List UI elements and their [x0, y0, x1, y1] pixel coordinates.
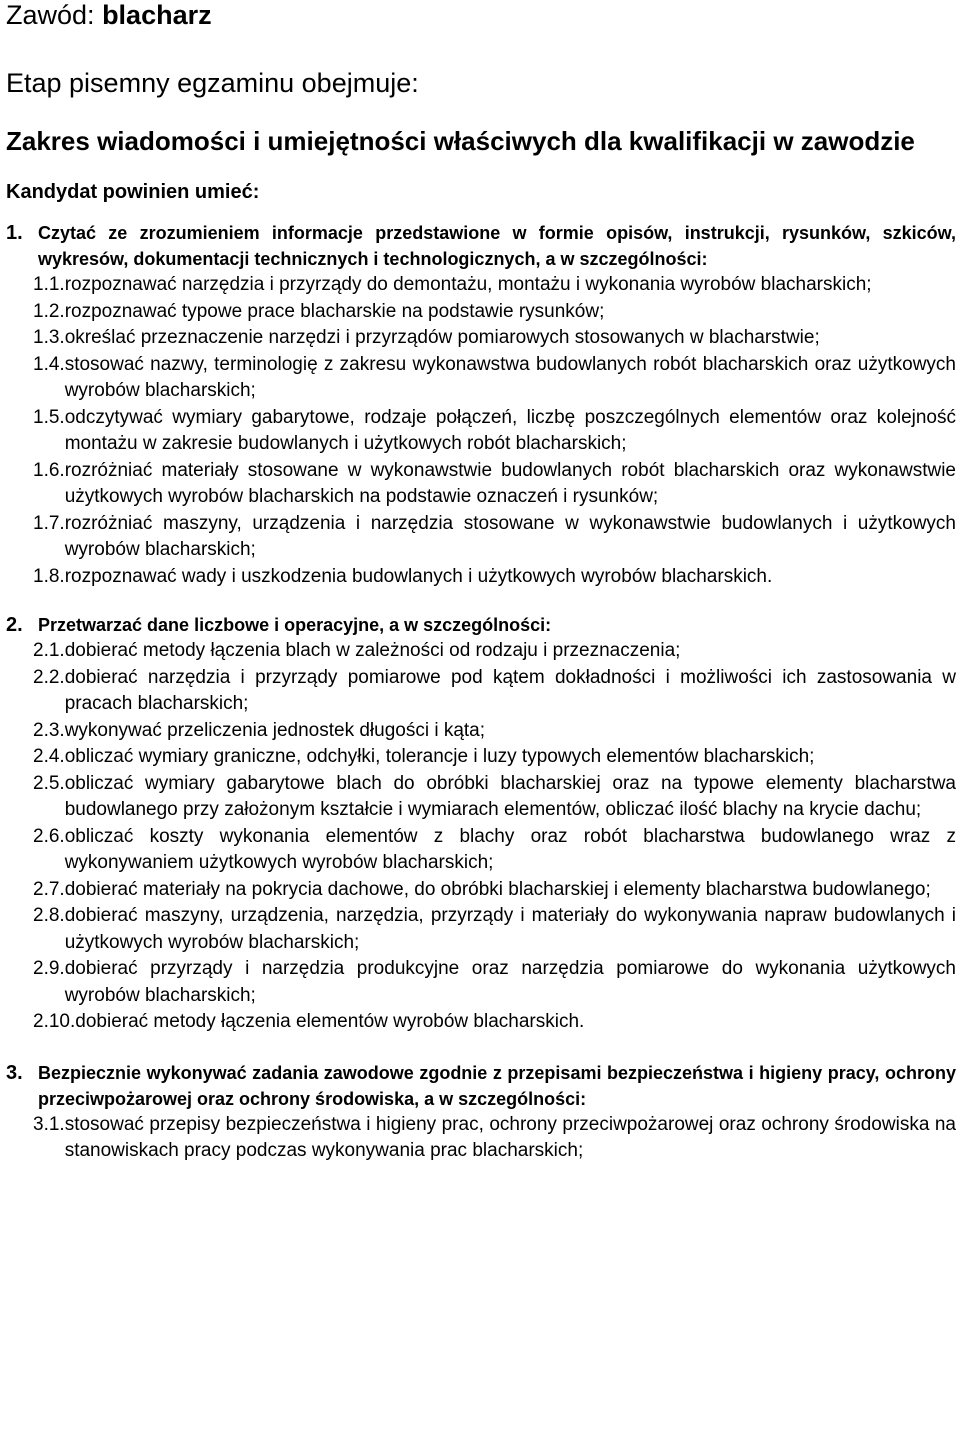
list-item	[6, 511, 956, 564]
item-text: rozróżniać maszyny, urządzenia i narzędzia stosowane w wykonawstwie budowlanych i użytkowych wyrobów blacharskich;	[64, 512, 956, 560]
item-number: 2.1.	[33, 640, 65, 661]
item-text: określać przeznaczenie narzędzi i przyrządów pomiarowych stosowanych w blacharstwie;	[64, 327, 820, 348]
list-item	[6, 824, 956, 877]
section-number: 3.	[6, 1061, 23, 1084]
section-items	[6, 638, 956, 1036]
list-item	[6, 405, 956, 458]
item-text: dobierać materiały na pokrycia dachowe, do obróbki blacharskiej i elementy blacharstwa budowlanego;	[64, 878, 931, 900]
list-item	[6, 325, 956, 352]
item-number: 2.5.	[33, 772, 65, 794]
section-title: Czytać ze zrozumieniem informacje przedstawione w formie opisów, instrukcji, rysunków, szkiców, wykresów, dokumentacji technicznych i technologicznych, a w szczególności:	[38, 223, 956, 269]
item-number: 1.5.	[33, 406, 65, 428]
list-item	[6, 272, 956, 299]
item-number: 1.8.	[33, 565, 65, 587]
document-page	[6, 0, 956, 1165]
item-text: dobierać maszyny, urządzenia, narzędzia, przyrządy i materiały do wykonywania napraw budowlanych i użytkowych wyrobów blacharskich;	[64, 905, 956, 953]
item-text: rozpoznawać narzędzia i przyrządy do demontażu, montażu i wykonania wyrobów blacharskich;	[64, 274, 872, 295]
list-item	[6, 771, 956, 824]
section-items	[6, 1112, 956, 1165]
profession-label: Zawód:	[6, 0, 95, 30]
item-text: dobierać metody łączenia blach w zależności od rodzaju i przeznaczenia;	[64, 640, 681, 661]
item-number: 2.3.	[33, 719, 65, 741]
section-title: Przetwarzać dane liczbowe i operacyjne, a w szczególności:	[38, 615, 552, 635]
item-number: 2.6.	[33, 825, 65, 847]
section-3	[6, 1060, 956, 1165]
list-item	[6, 1009, 956, 1036]
profession-value: blacharz	[102, 0, 212, 30]
item-text: obliczać wymiary gabarytowe blach do obróbki blacharskiej oraz na typowe elementy blacharstwa budowlanego przy założonym kształcie i wymiarach elementów, obliczać ilość blachy na krycie dachu;	[64, 772, 956, 820]
list-item	[6, 299, 956, 326]
item-text: rozpoznawać typowe prace blacharskie na podstawie rysunków;	[64, 300, 605, 322]
section-1	[6, 220, 956, 590]
exam-stage-heading: Etap pisemny egzaminu obejmuje:	[6, 68, 419, 98]
section-heading	[6, 220, 956, 272]
section-2	[6, 612, 956, 1036]
item-number: 2.9.	[33, 958, 65, 979]
item-number: 2.7.	[33, 878, 65, 900]
item-text: stosować nazwy, terminologię z zakresu wykonawstwa budowlanych robót blacharskich oraz użytkowych wyrobów blacharskich;	[64, 353, 956, 401]
section-title: Bezpiecznie wykonywać zadania zawodowe zgodnie z przepisami bezpieczeństwa i higieny pracy, ochrony przeciwpożarowej oraz ochrony środowiska, a w szczególności:	[38, 1062, 956, 1109]
item-text: rozpoznawać wady i uszkodzenia budowlanych i użytkowych wyrobów blacharskich.	[64, 565, 773, 587]
item-number: 1.7.	[33, 512, 65, 534]
list-item	[6, 744, 956, 771]
list-item	[6, 877, 956, 904]
item-number: 1.1.	[33, 274, 65, 295]
item-number: 1.2.	[33, 300, 65, 322]
item-text: dobierać przyrządy i narzędzia produkcyjne oraz narzędzia pomiarowe do wykonania użytkowych wyrobów blacharskich;	[64, 958, 956, 1006]
item-text: rozróżniać materiały stosowane w wykonawstwie budowlanych robót blacharskich oraz wykonawstwie użytkowych wyrobów blacharskich na podstawie oznaczeń i rysunków;	[64, 459, 956, 507]
section-heading	[6, 1060, 956, 1112]
section-number: 1.	[6, 222, 23, 244]
list-item	[6, 458, 956, 511]
scope-heading: Zakres wiadomości i umiejętności właściwych dla kwalifikacji w zawodzie	[6, 126, 915, 156]
section-heading	[6, 612, 956, 638]
list-item	[6, 956, 956, 1009]
list-item	[6, 638, 956, 665]
list-item	[6, 903, 956, 956]
item-number: 2.8.	[33, 905, 65, 926]
item-number: 2.4.	[33, 746, 65, 767]
item-text: odczytywać wymiary gabarytowe, rodzaje połączeń, liczbę poszczególnych elementów oraz kolejność montażu w zakresie budowlanych i użytkowych robót blacharskich;	[64, 406, 956, 454]
list-item	[6, 718, 956, 745]
profession-heading	[6, 0, 956, 30]
item-number: 2.2.	[33, 666, 65, 688]
item-number: 2.10.	[33, 1011, 76, 1032]
section-number: 2.	[6, 614, 23, 636]
list-item	[6, 1112, 956, 1165]
item-text: wykonywać przeliczenia jednostek długości i kąta;	[64, 719, 486, 741]
section-items	[6, 272, 956, 590]
item-text: dobierać metody łączenia elementów wyrobów blacharskich.	[75, 1011, 585, 1032]
item-text: dobierać narzędzia i przyrządy pomiarowe pod kątem dokładności i możliwości ich zastosowania w pracach blacharskich;	[64, 666, 956, 714]
list-item	[6, 352, 956, 405]
item-number: 1.4.	[33, 353, 65, 375]
item-number: 1.6.	[33, 459, 65, 481]
item-text: stosować przepisy bezpieczeństwa i higieny prac, ochrony przeciwpożarowej oraz ochrony środowiska na stanowiskach pracy podczas wykonywania prac blacharskich;	[64, 1113, 956, 1161]
item-number: 1.3.	[33, 327, 65, 348]
item-number: 3.1.	[33, 1113, 65, 1135]
list-item	[6, 564, 956, 591]
list-item	[6, 665, 956, 718]
candidate-heading: Kandydat powinien umieć:	[6, 181, 260, 203]
item-text: obliczać koszty wykonania elementów z blachy oraz robót blacharstwa budowlanego wraz z wykonywaniem użytkowych wyrobów blacharskich;	[64, 825, 956, 873]
item-text: obliczać wymiary graniczne, odchyłki, tolerancje i luzy typowych elementów blacharskich;	[64, 746, 815, 767]
